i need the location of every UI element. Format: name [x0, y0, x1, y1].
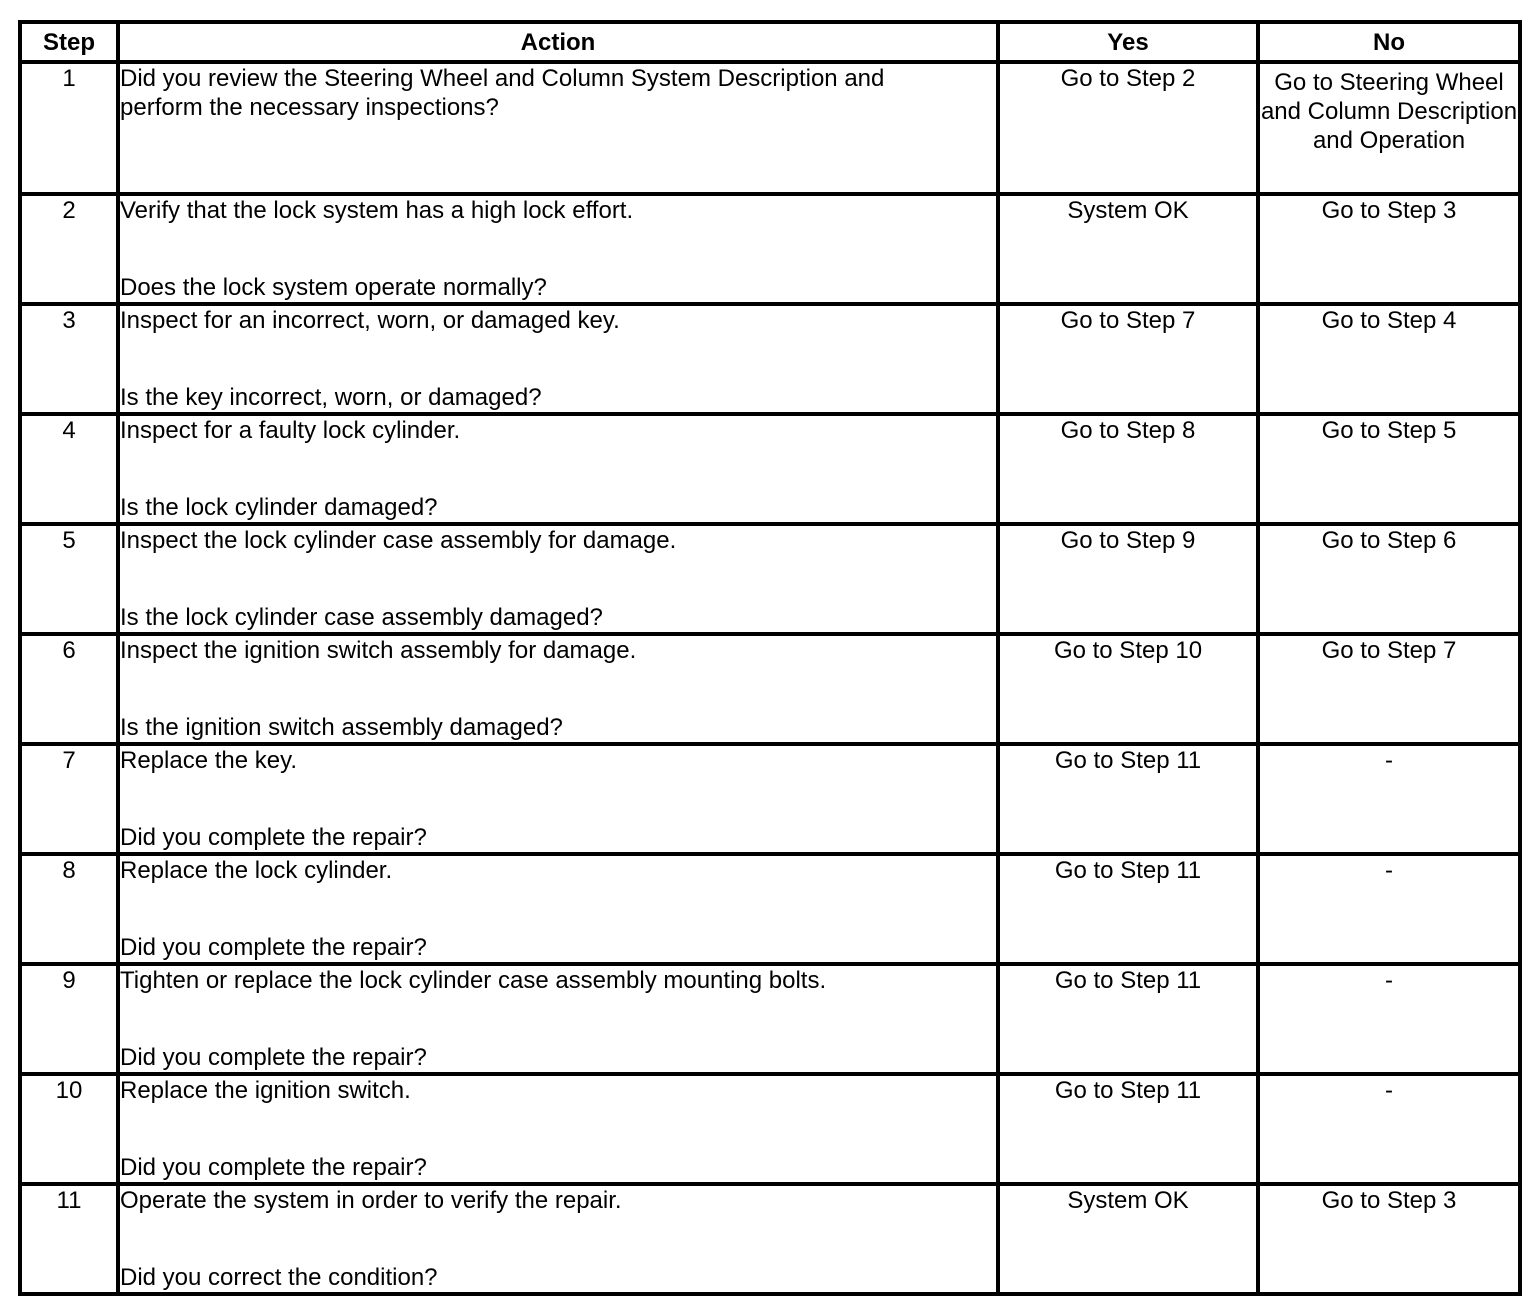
action-cell	[118, 964, 998, 1074]
step-number: 11	[20, 1184, 118, 1294]
step-number: 9	[20, 964, 118, 1074]
action-text: Replace the lock cylinder.	[120, 857, 393, 884]
action-question: Is the ignition switch assembly damaged?	[120, 714, 563, 741]
header-action: Action	[118, 22, 998, 62]
action-text: Inspect the ignition switch assembly for damage.	[120, 637, 637, 664]
action-cell	[118, 1184, 998, 1294]
no-result: -	[1258, 744, 1520, 854]
action-question: Is the lock cylinder damaged?	[120, 494, 438, 521]
table-row	[20, 194, 1520, 304]
action-question: Did you correct the condition?	[120, 1264, 438, 1291]
no-result: Go to Step 6	[1258, 524, 1520, 634]
action-text: Replace the key.	[120, 747, 297, 774]
action-question: Does the lock system operate normally?	[120, 274, 547, 301]
yes-result: Go to Step 11	[998, 964, 1258, 1074]
yes-result: Go to Step 8	[998, 414, 1258, 524]
yes-result: Go to Step 9	[998, 524, 1258, 634]
step-number: 1	[20, 62, 118, 194]
no-result: -	[1258, 854, 1520, 964]
yes-result: Go to Step 11	[998, 744, 1258, 854]
action-text: Replace the ignition switch.	[120, 1077, 411, 1104]
action-cell	[118, 414, 998, 524]
action-text: Inspect for an incorrect, worn, or damaged key.	[120, 307, 620, 334]
action-text: perform the necessary inspections?	[120, 94, 499, 121]
action-cell	[118, 744, 998, 854]
action-cell	[118, 524, 998, 634]
yes-result: Go to Step 11	[998, 1074, 1258, 1184]
yes-result: Go to Step 10	[998, 634, 1258, 744]
header-row	[20, 22, 1520, 62]
step-number: 3	[20, 304, 118, 414]
diagnostic-table	[18, 20, 1522, 1296]
no-result: Go to Steering Wheel and Column Description and Operation	[1258, 62, 1520, 194]
header-step: Step	[20, 22, 118, 62]
no-result: Go to Step 3	[1258, 1184, 1520, 1294]
table-row	[20, 634, 1520, 744]
action-question: Did you complete the repair?	[120, 1044, 427, 1071]
table-row	[20, 854, 1520, 964]
step-number: 7	[20, 744, 118, 854]
action-cell	[118, 304, 998, 414]
action-question: Did you complete the repair?	[120, 824, 427, 851]
table-row	[20, 964, 1520, 1074]
action-text: Inspect the lock cylinder case assembly for damage.	[120, 527, 677, 554]
action-cell	[118, 194, 998, 304]
step-number: 5	[20, 524, 118, 634]
no-result: -	[1258, 1074, 1520, 1184]
table-row	[20, 1184, 1520, 1294]
no-result: Go to Step 4	[1258, 304, 1520, 414]
step-number: 8	[20, 854, 118, 964]
action-question: Is the key incorrect, worn, or damaged?	[120, 384, 542, 411]
action-text: Did you review the Steering Wheel and Column System Description and	[120, 65, 885, 92]
action-cell	[118, 62, 998, 194]
table-row	[20, 414, 1520, 524]
yes-result: Go to Step 11	[998, 854, 1258, 964]
action-cell	[118, 854, 998, 964]
step-number: 6	[20, 634, 118, 744]
action-question: Did you complete the repair?	[120, 1154, 427, 1181]
no-result: -	[1258, 964, 1520, 1074]
yes-result: System OK	[998, 194, 1258, 304]
yes-result: Go to Step 2	[998, 62, 1258, 194]
step-number: 4	[20, 414, 118, 524]
action-text: Operate the system in order to verify the repair.	[120, 1187, 622, 1214]
table-row	[20, 62, 1520, 194]
action-question: Did you complete the repair?	[120, 934, 427, 961]
action-question: Is the lock cylinder case assembly damaged?	[120, 604, 603, 631]
header-no: No	[1258, 22, 1520, 62]
action-cell	[118, 634, 998, 744]
action-text: Tighten or replace the lock cylinder case assembly mounting bolts.	[120, 967, 827, 994]
no-result: Go to Step 7	[1258, 634, 1520, 744]
table-row	[20, 744, 1520, 854]
table-row	[20, 304, 1520, 414]
step-number: 2	[20, 194, 118, 304]
header-yes: Yes	[998, 22, 1258, 62]
action-cell	[118, 1074, 998, 1184]
yes-result: System OK	[998, 1184, 1258, 1294]
table-row	[20, 1074, 1520, 1184]
no-result: Go to Step 3	[1258, 194, 1520, 304]
step-number: 10	[20, 1074, 118, 1184]
table-row	[20, 524, 1520, 634]
action-text: Verify that the lock system has a high lock effort.	[120, 197, 634, 224]
no-result: Go to Step 5	[1258, 414, 1520, 524]
action-text: Inspect for a faulty lock cylinder.	[120, 417, 461, 444]
yes-result: Go to Step 7	[998, 304, 1258, 414]
